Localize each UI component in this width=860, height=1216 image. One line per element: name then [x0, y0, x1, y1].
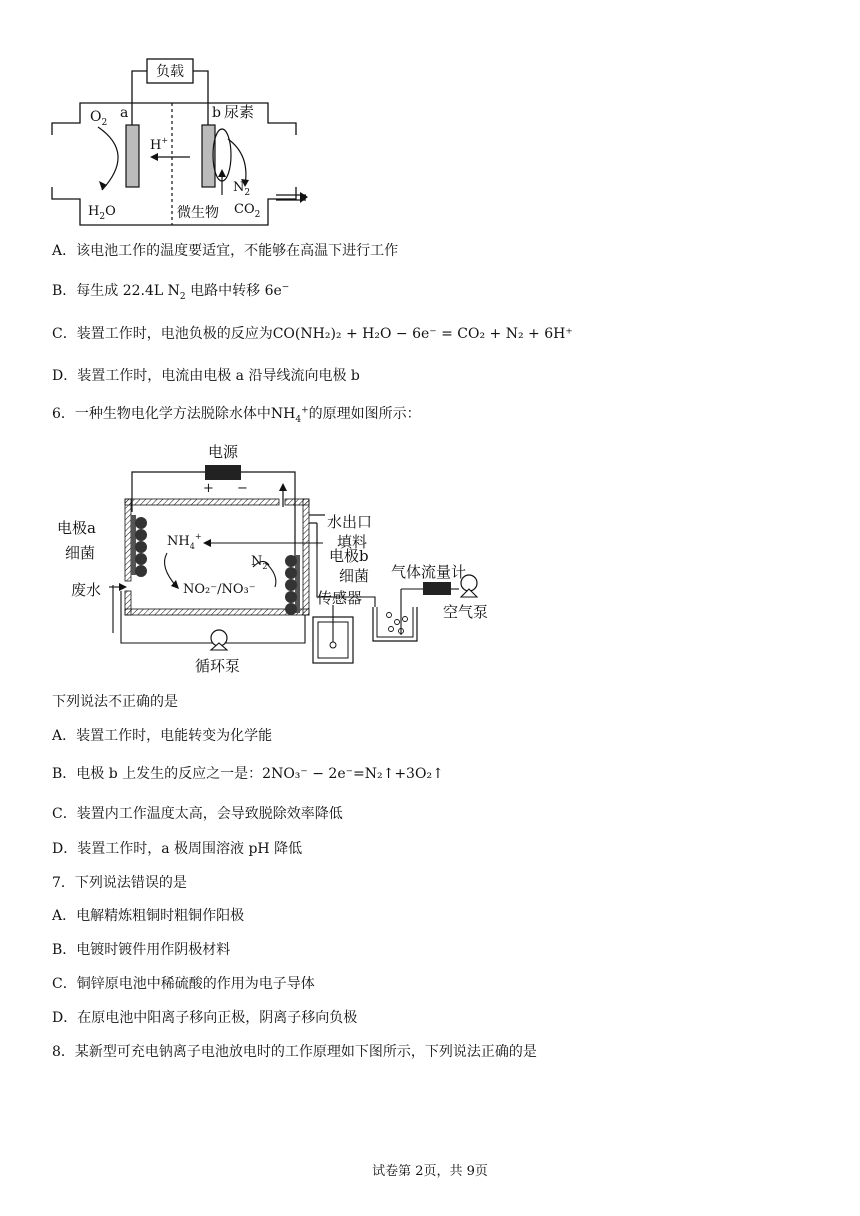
co2-label: $CO_2$ [234, 202, 261, 220]
bacteria-right-label: 细菌 [339, 567, 370, 585]
q6-stem: 6．一种生物电化学方法脱除水体中$NH_4^+$的原理如图所示： [52, 405, 421, 425]
q7-option-c: C．铜锌原电池中稀硫酸的作用为电子导体 [52, 976, 315, 992]
circulation-pump-label: 循环泵 [195, 657, 241, 675]
q6-option-b: B．电极 b 上发生的反应之一是：2NO₃⁻ − 2e⁻=N₂↑+3O₂↑ [52, 766, 444, 782]
q6-option-c: C．装置内工作温度太高，会导致脱除效率降低 [52, 806, 343, 822]
q7-option-a: A．电解精炼粗铜时粗铜作阳极 [52, 908, 245, 924]
filler-label: 填料 [337, 533, 368, 551]
minus-sign: − [237, 481, 248, 496]
nh4-label: $NH_4^+$ [167, 532, 202, 551]
power-label: 电源 [207, 443, 239, 461]
q5-option-c: C．装置工作时，电池负极的反应为CO(NH₂)₂ + H₂O − 6e⁻ = CO₂ + N₂ + 6H⁺ [52, 326, 573, 342]
n2-label: $N_2$ [233, 180, 251, 198]
o2-label: $O_2$ [90, 109, 108, 128]
q6-option-a: A．装置工作时，电能转变为化学能 [52, 728, 273, 744]
h2o-label: $H_2O$ [88, 204, 116, 222]
air-pump-label: 空气泵 [443, 603, 489, 621]
n2-label-right: $N_2$ [251, 554, 268, 571]
electrode-a-label: 电极a [57, 519, 96, 537]
h-ion-label: H+ [150, 136, 169, 153]
q6-option-d: D．装置工作时，a 极周围溶液 pH 降低 [52, 841, 303, 857]
q7-option-d: D．在原电池中阳离子移向正极，阴离子移向负极 [52, 1010, 358, 1026]
water-outlet-label: 水出口 [327, 513, 373, 531]
no2-no3-label: NO₂⁻/NO₃⁻ [183, 582, 256, 597]
urea-label: 尿素 [224, 103, 255, 121]
power-supply [205, 465, 241, 480]
load-label: 负载 [156, 64, 184, 80]
page-footer: 试卷第 2页，共 9页 [372, 1164, 488, 1179]
sensor-label: 传感器 [317, 589, 363, 607]
microbe-label: 微生物 [177, 205, 219, 221]
label-a: a [120, 105, 129, 121]
q5-option-b: B．每生成 22.4L $N_2$ 电路中转移 6e− [52, 282, 290, 302]
waste-water-label: 废水 [71, 581, 102, 599]
electrode-a [126, 125, 139, 187]
label-b: b [212, 105, 221, 121]
plus-sign: + [203, 481, 214, 496]
bioelectrochemical-diagram [55, 437, 505, 677]
gas-meter-label: 气体流量计 [391, 563, 467, 581]
gas-flow-meter [423, 582, 451, 595]
electrode-b-label: 电极b [329, 547, 369, 565]
q6-question: 下列说法不正确的是 [52, 694, 178, 710]
q7-stem: 7．下列说法错误的是 [52, 875, 187, 891]
q7-option-b: B．电镀时镀件用作阴极材料 [52, 942, 231, 958]
q5-option-a: A．该电池工作的温度要适宜，不能够在高温下进行工作 [52, 243, 399, 259]
fuel-cell-diagram [50, 55, 310, 230]
bacteria-left-label: 细菌 [65, 544, 96, 562]
q8-stem: 8．某新型可充电钠离子电池放电时的工作原理如下图所示，下列说法正确的是 [52, 1044, 537, 1060]
bacteria-right [285, 555, 297, 615]
bacteria-left [135, 517, 147, 577]
q5-option-d: D．装置工作时，电流由电极 a 沿导线流向电极 b [52, 368, 360, 384]
